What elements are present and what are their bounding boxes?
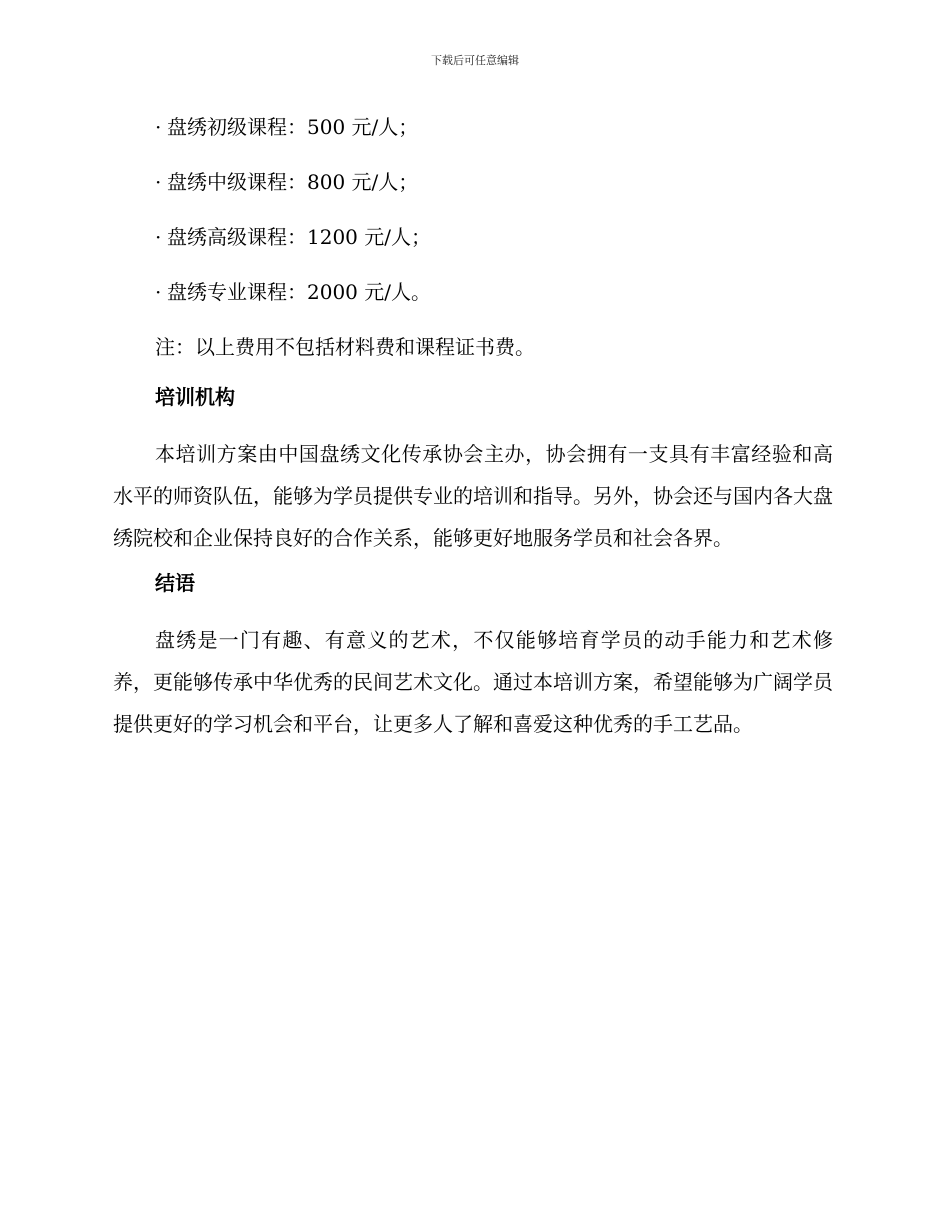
section-heading-institution: 培训机构: [155, 385, 235, 409]
bullet-icon: ·: [155, 225, 162, 249]
section-body-institution: 本培训方案由中国盘绣文化传承协会主办，协会拥有一支具有丰富经验和高水平的师资队伍，能够为学员提供专业的培训和指导。另外，协会还与国内各大盘绣院校和企业保持良好的合作关系，能够更好地服务学员和社会各界。: [113, 442, 833, 550]
fee-item: [113, 223, 833, 251]
fee-item: [113, 113, 833, 141]
section-heading-conclusion: 结语: [155, 571, 195, 595]
fee-item-text: 盘绣初级课程：500 元/人；: [167, 115, 419, 139]
fee-item-text: 盘绣高级课程：1200 元/人；: [167, 225, 431, 249]
bullet-icon: ·: [155, 280, 162, 304]
fee-note: 注：以上费用不包括材料费和课程证书费。: [155, 335, 535, 359]
fee-item: [113, 168, 833, 196]
bullet-icon: ·: [155, 170, 162, 194]
fee-item-text: 盘绣专业课程：2000 元/人。: [167, 280, 431, 304]
section-body-conclusion: 盘绣是一门有趣、有意义的艺术，不仅能够培育学员的动手能力和艺术修养，更能够传承中华优秀的民间艺术文化。通过本培训方案，希望能够为广阔学员提供更好的学习机会和平台，让更多人了解和喜爱这种优秀的手工艺品。: [113, 628, 833, 736]
document-body: [113, 113, 833, 757]
fee-item-text: 盘绣中级课程：800 元/人；: [167, 170, 419, 194]
bullet-icon: ·: [155, 115, 162, 139]
page-header: 下载后可任意编辑: [431, 54, 519, 67]
fee-item: [113, 278, 833, 306]
